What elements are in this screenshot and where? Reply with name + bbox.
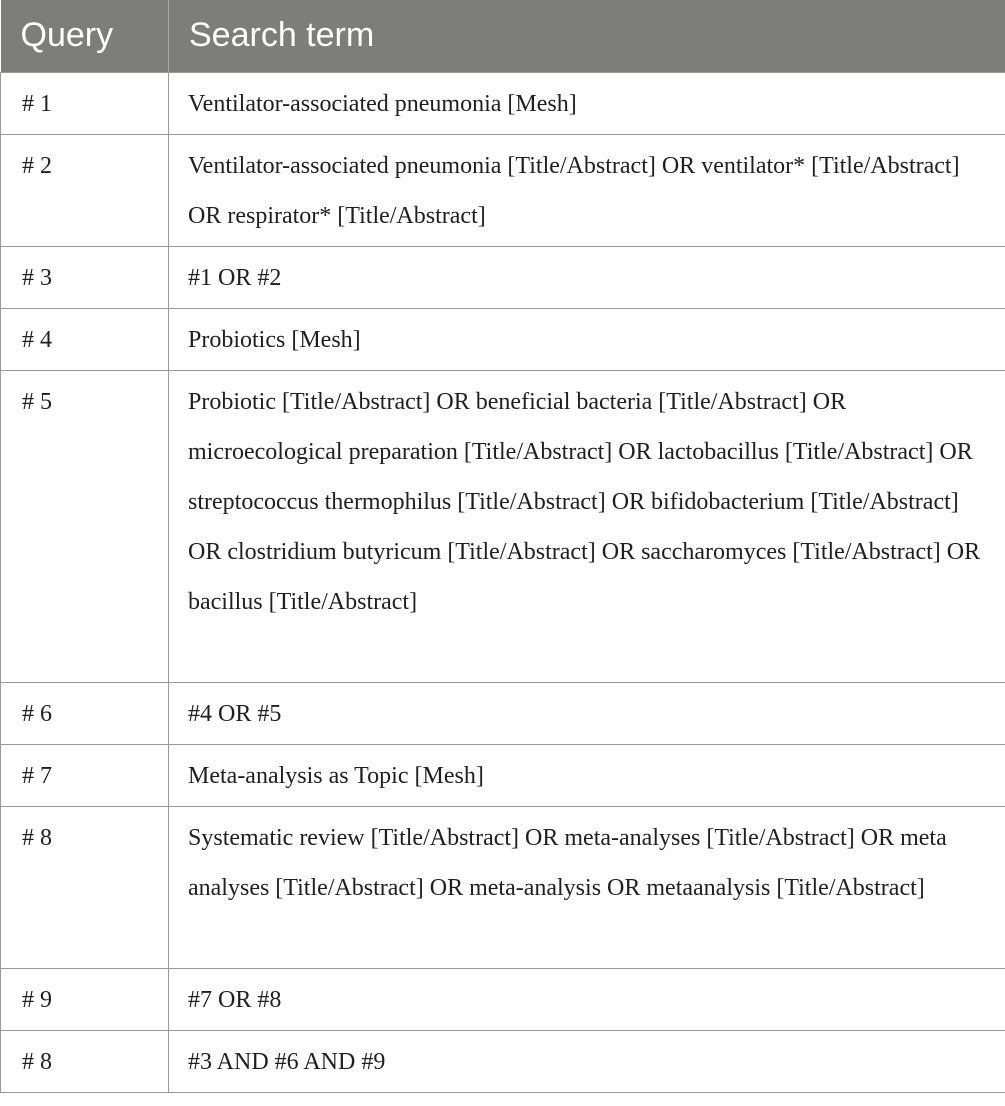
- table-row: [1, 308, 1005, 370]
- search-term-cell: Probiotic [Title/Abstract] OR beneficial bacteria [Title/Abstract] OR microecological preparation [Title/Abstract] OR lactobacillus [Title/Abstract] OR streptococcus thermophilus [Title/Abstract] OR bifidobacterium [Title/Abstract] OR clostridium butyricum [Title/Abstract] OR saccharomyces [Title/Abstract] OR bacillus [Title/Abstract]: [169, 370, 1005, 682]
- table-header: [1, 0, 1005, 72]
- query-number-cell: # 2: [1, 134, 169, 246]
- query-number-cell: # 3: [1, 246, 169, 308]
- query-number-cell: # 4: [1, 308, 169, 370]
- search-term-cell: #4 OR #5: [169, 682, 1005, 744]
- query-number-cell: # 1: [1, 72, 169, 134]
- query-number-cell: # 8: [1, 806, 169, 968]
- search-term-cell: #3 AND #6 AND #9: [169, 1030, 1005, 1092]
- query-number-cell: # 5: [1, 370, 169, 682]
- column-header-query: Query: [1, 0, 169, 72]
- table-row: [1, 968, 1005, 1030]
- search-term-cell: Ventilator-associated pneumonia [Title/Abstract] OR ventilator* [Title/Abstract] OR respirator* [Title/Abstract]: [169, 134, 1005, 246]
- table-row: [1, 682, 1005, 744]
- table-row: [1, 134, 1005, 246]
- table-row: [1, 246, 1005, 308]
- search-term-cell: #1 OR #2: [169, 246, 1005, 308]
- table-body: [1, 72, 1005, 1092]
- header-row: [1, 0, 1005, 72]
- query-number-cell: # 9: [1, 968, 169, 1030]
- table-row: [1, 1030, 1005, 1092]
- search-term-cell: Ventilator-associated pneumonia [Mesh]: [169, 72, 1005, 134]
- column-header-search-term: Search term: [169, 0, 1005, 72]
- search-term-cell: Probiotics [Mesh]: [169, 308, 1005, 370]
- query-number-cell: # 6: [1, 682, 169, 744]
- table-row: [1, 72, 1005, 134]
- query-number-cell: # 7: [1, 744, 169, 806]
- search-term-cell: Meta-analysis as Topic [Mesh]: [169, 744, 1005, 806]
- search-term-cell: Systematic review [Title/Abstract] OR meta-analyses [Title/Abstract] OR meta analyses [Title/Abstract] OR meta-analysis OR metaanalysis [Title/Abstract]: [169, 806, 1005, 968]
- table-row: [1, 370, 1005, 682]
- search-term-cell: #7 OR #8: [169, 968, 1005, 1030]
- table-row: [1, 744, 1005, 806]
- table-row: [1, 806, 1005, 968]
- query-number-cell: # 8: [1, 1030, 169, 1092]
